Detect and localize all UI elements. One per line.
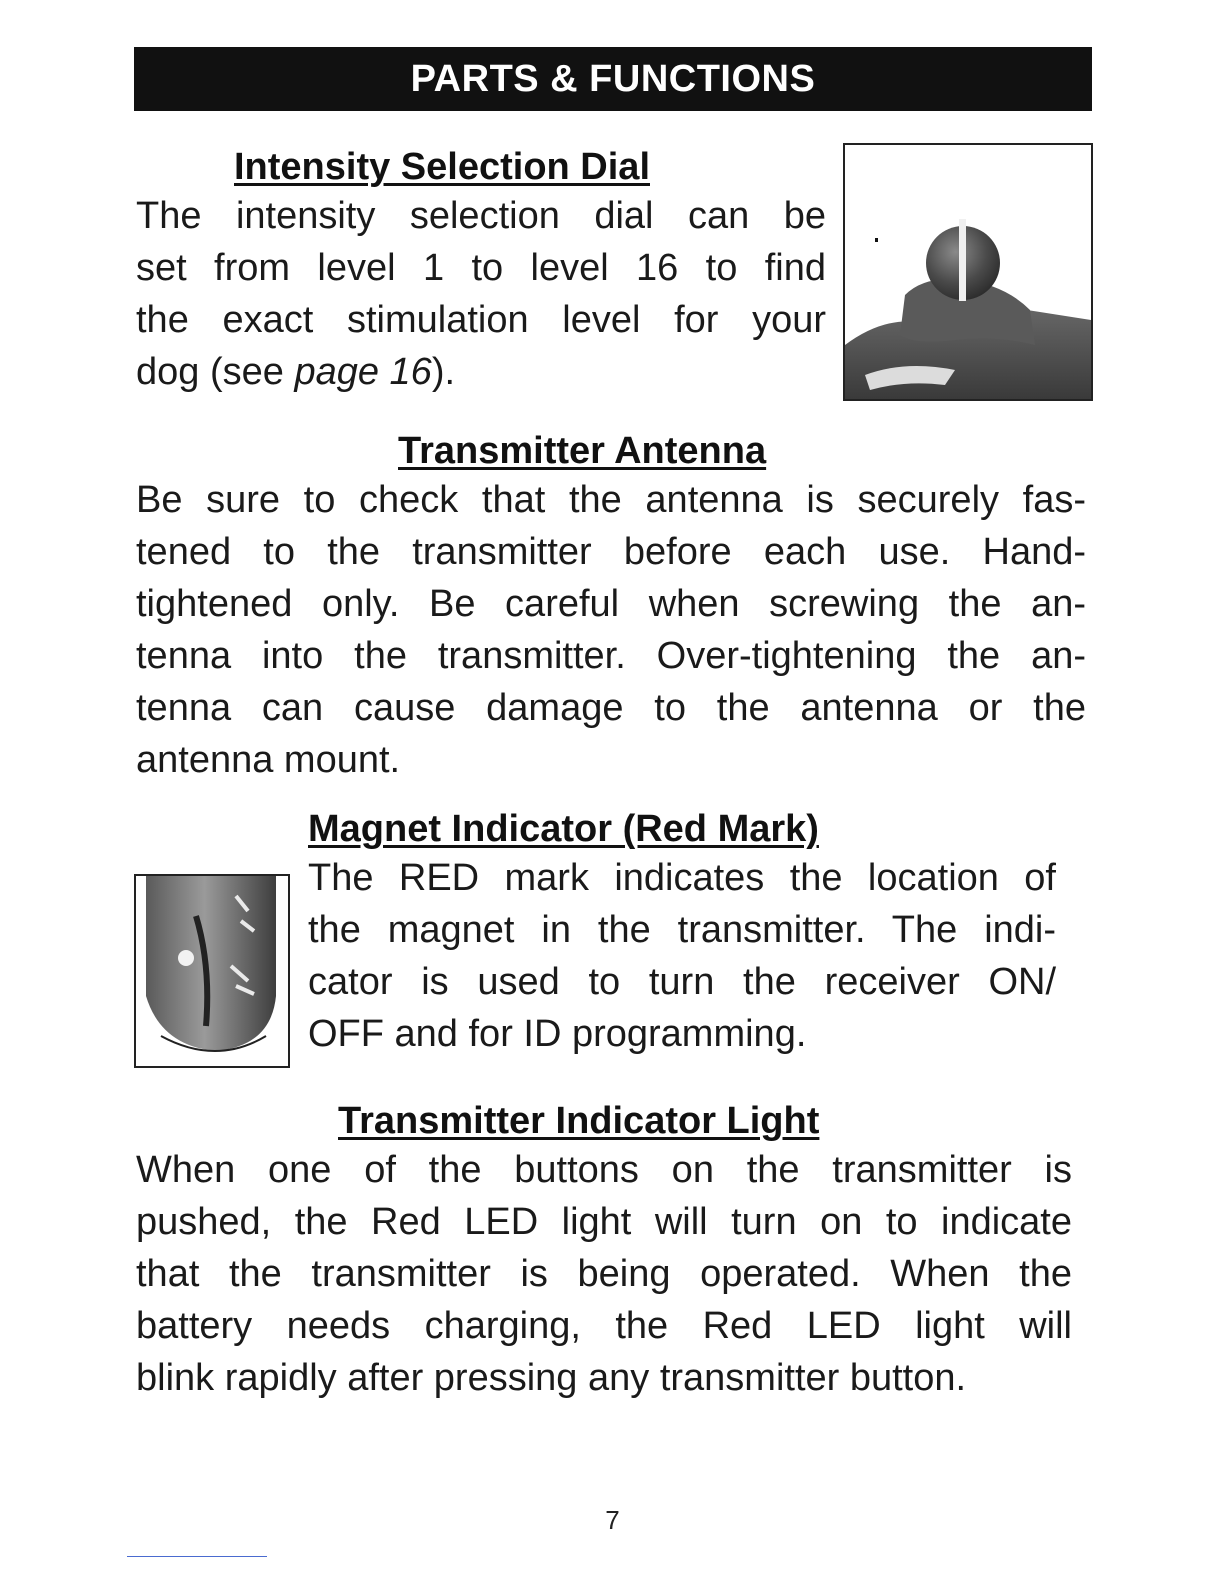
text-line: tenna into the transmitter. Over-tightening the an- <box>136 635 1086 677</box>
text-line: tened to the transmitter before each use. Hand- <box>136 531 1086 573</box>
footer-rule <box>127 1556 267 1557</box>
text-line: When one of the buttons on the transmitter is <box>136 1149 1072 1191</box>
text-line: pushed, the Red LED light will turn on to indicate <box>136 1201 1072 1243</box>
heading-magnet-indicator: Magnet Indicator (Red Mark) <box>308 808 819 850</box>
heading-intensity-selection-dial: Intensity Selection Dial <box>234 146 650 188</box>
intensity-dial-photo <box>843 143 1093 401</box>
magnet-indicator-photo <box>134 874 290 1068</box>
text-line: antenna mount. <box>136 739 401 781</box>
text-fragment: dog (see <box>136 351 295 393</box>
section-banner <box>134 47 1092 111</box>
text-fragment: ). <box>431 351 456 393</box>
heading-transmitter-indicator-light: Transmitter Indicator Light <box>338 1100 820 1142</box>
text-line: cator is used to turn the receiver ON/ <box>308 961 1056 1003</box>
text-line: OFF and for ID programming. <box>308 1013 807 1055</box>
text-line: The intensity selection dial can be <box>136 195 826 237</box>
text-line: blink rapidly after pressing any transmitter button. <box>136 1357 967 1399</box>
text-line: that the transmitter is being operated. When the <box>136 1253 1072 1295</box>
text-line: Be sure to check that the antenna is securely fas- <box>136 479 1086 521</box>
text-line: the magnet in the transmitter. The indi- <box>308 909 1056 951</box>
text-line: The RED mark indicates the location of <box>308 857 1056 899</box>
text-line: battery needs charging, the Red LED light will <box>136 1305 1072 1347</box>
text-line: the exact stimulation level for your <box>136 299 826 341</box>
banner-title: PARTS & FUNCTIONS <box>410 57 816 100</box>
text-line <box>136 346 826 398</box>
paragraph-magnet-indicator <box>308 852 1056 1060</box>
intensity-dial-illustration <box>845 145 1091 399</box>
text-line: tightened only. Be careful when screwing the an- <box>136 583 1086 625</box>
magnet-indicator-illustration <box>136 876 288 1066</box>
page-reference: page 16 <box>294 351 432 393</box>
text-line: tenna can cause damage to the antenna or the <box>136 687 1086 729</box>
heading-transmitter-antenna: Transmitter Antenna <box>398 430 767 472</box>
paragraph-transmitter-indicator-light <box>136 1144 1072 1404</box>
page-number: 7 <box>605 1505 620 1535</box>
text-line: set from level 1 to level 16 to find <box>136 247 826 289</box>
paragraph-intensity-selection-dial <box>136 190 826 398</box>
paragraph-transmitter-antenna <box>136 474 1086 786</box>
